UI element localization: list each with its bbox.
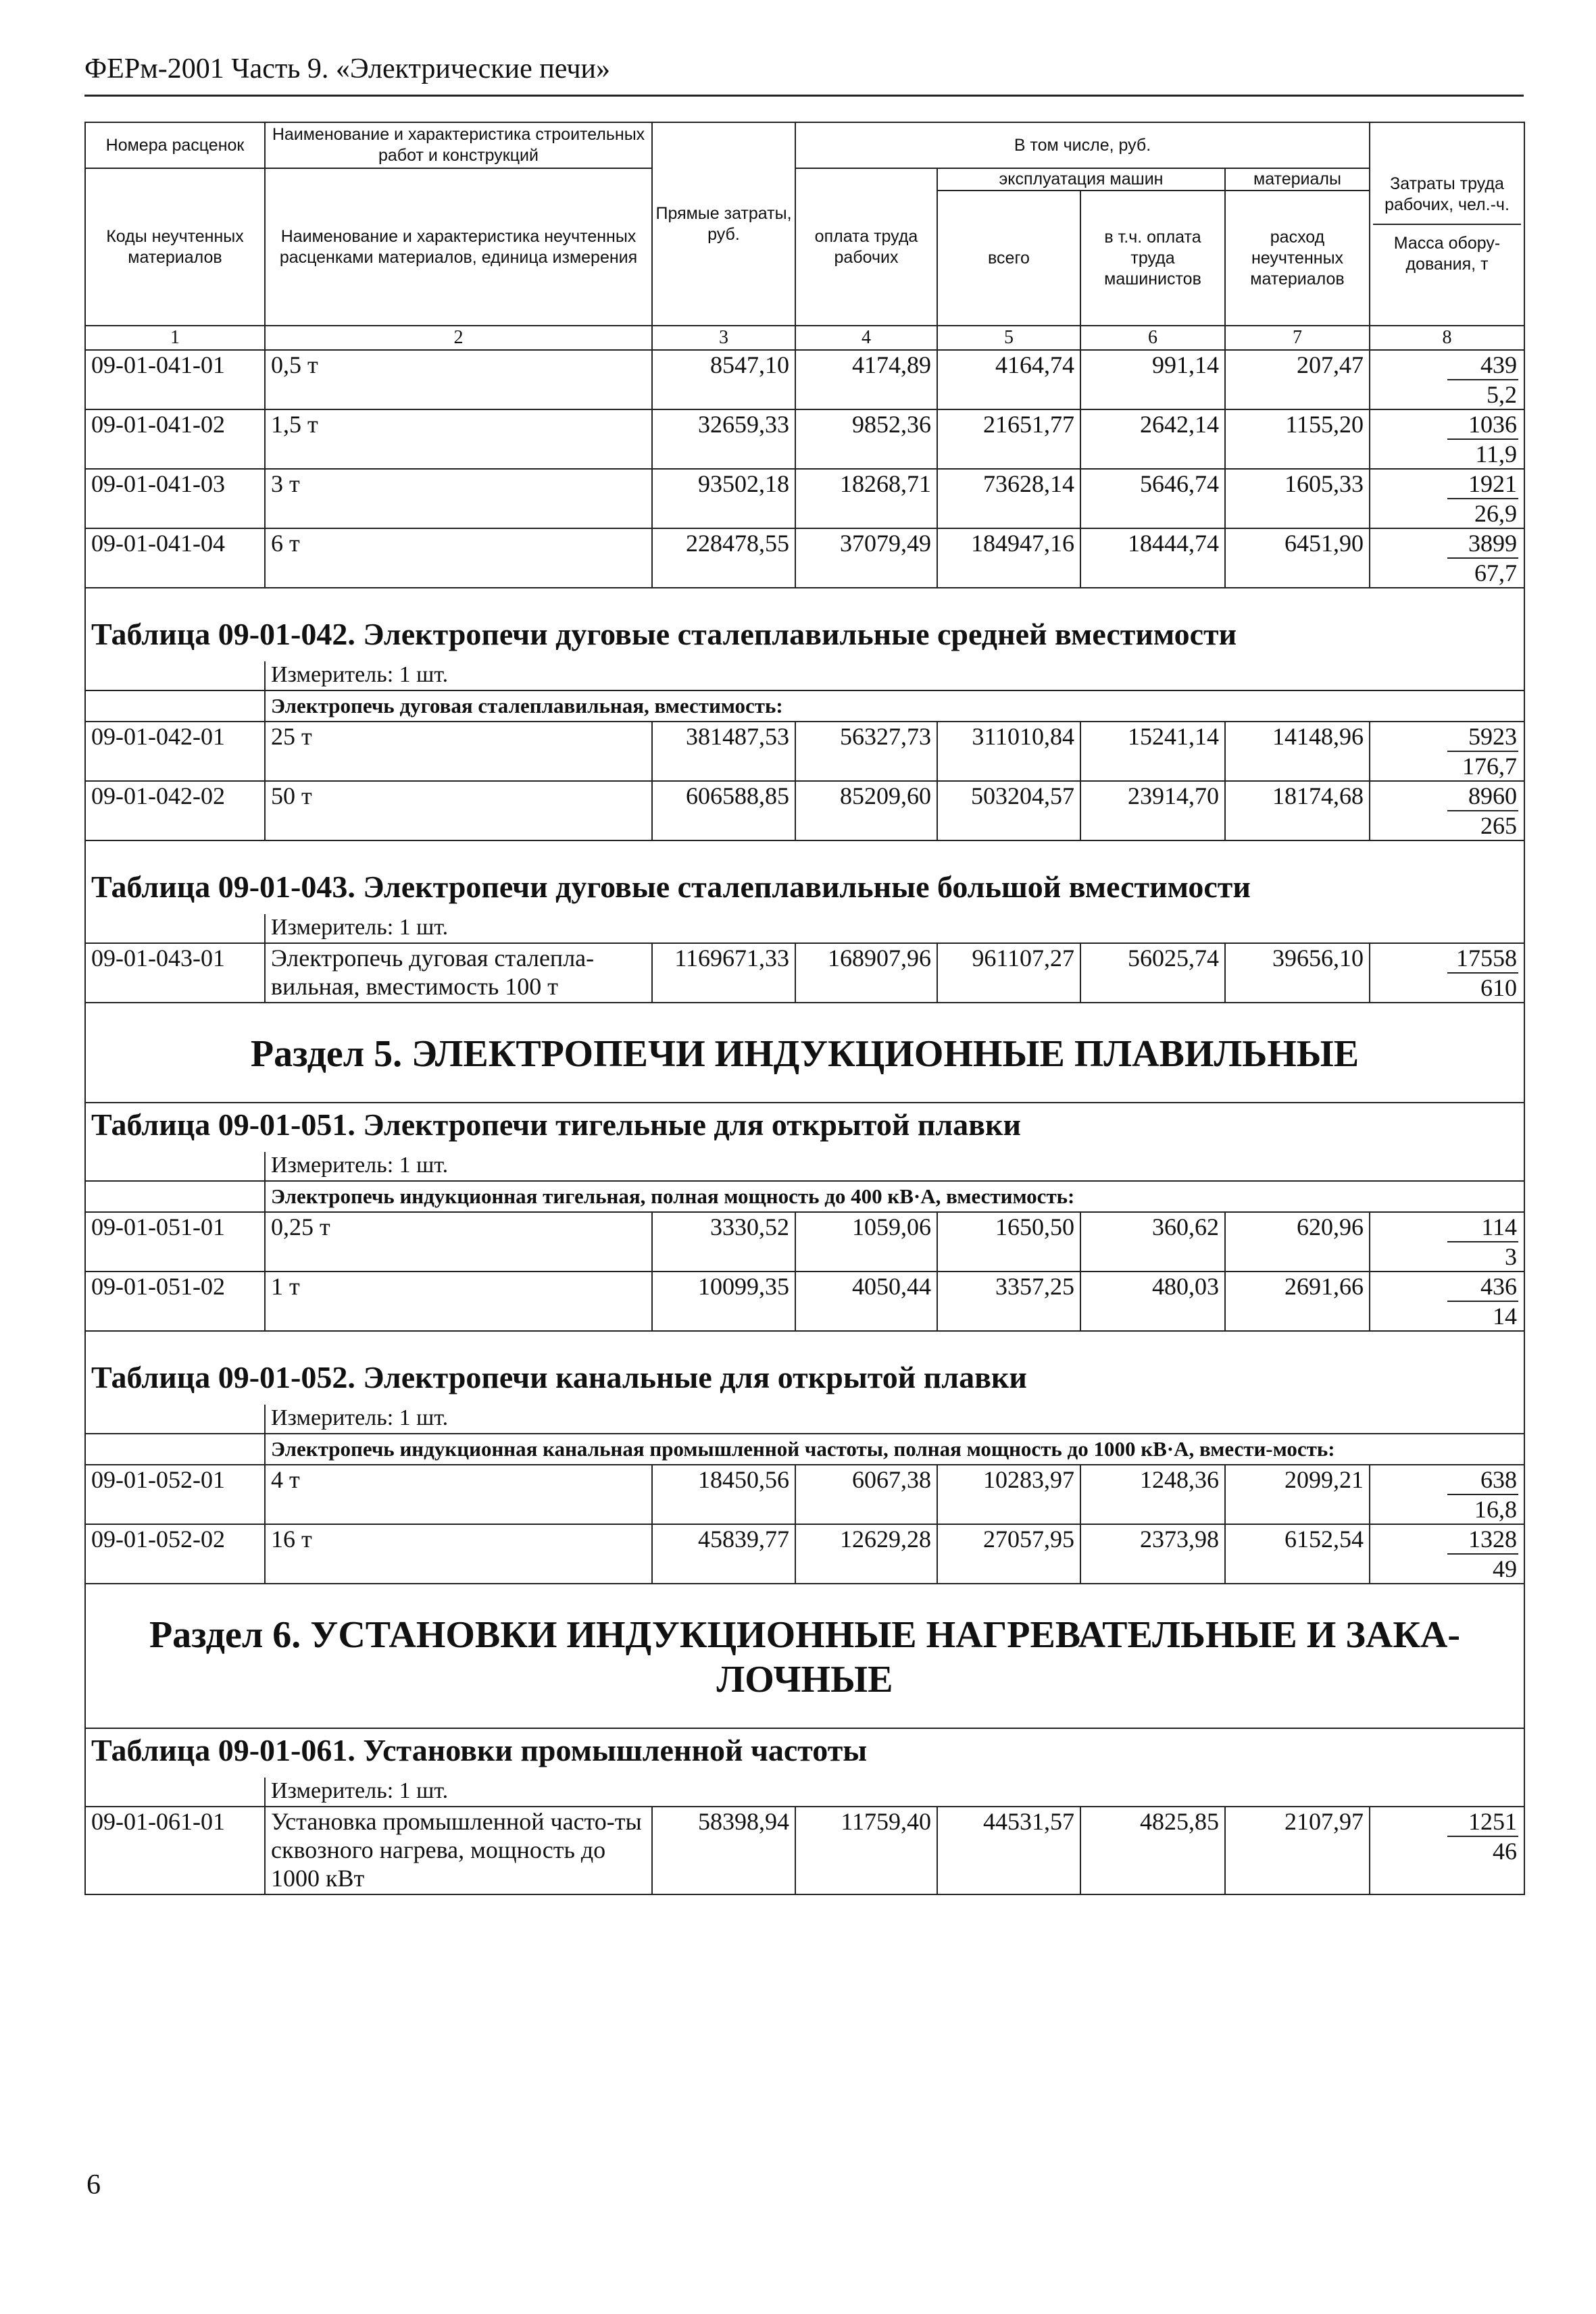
labor-costs: 5923 xyxy=(1447,722,1519,752)
materials-cost: 2099,21 xyxy=(1225,1465,1370,1524)
worker-pay: 4050,44 xyxy=(795,1272,937,1331)
worker-pay: 6067,38 xyxy=(795,1465,937,1524)
machinist-pay: 360,62 xyxy=(1080,1212,1225,1272)
worker-pay: 85209,60 xyxy=(795,781,937,840)
labor-mass xyxy=(1370,1272,1524,1331)
machinist-pay: 23914,70 xyxy=(1080,781,1225,840)
worker-pay: 37079,49 xyxy=(795,528,937,588)
worker-pay: 1059,06 xyxy=(795,1212,937,1272)
col-number: 4 xyxy=(795,326,937,350)
direct-costs: 1169671,33 xyxy=(652,943,795,1003)
labor-costs: 3899 xyxy=(1447,529,1519,559)
work-name: 0,5 т xyxy=(265,350,652,409)
machine-total: 73628,14 xyxy=(937,469,1080,528)
header-rule xyxy=(84,95,1524,97)
labor-costs: 8960 xyxy=(1447,782,1519,811)
direct-costs: 606588,85 xyxy=(652,781,795,840)
worker-pay: 4174,89 xyxy=(795,350,937,409)
labor-costs: 638 xyxy=(1447,1465,1519,1495)
col-worker-pay: оплата труда рабочих xyxy=(795,168,937,326)
table-row xyxy=(85,943,1524,1003)
col-work-name: Наименование и характеристика строительных работ и конструкций xyxy=(265,122,652,168)
labor-mass xyxy=(1370,409,1524,469)
materials-cost: 18174,68 xyxy=(1225,781,1370,840)
col-number: 5 xyxy=(937,326,1080,350)
subheader-042: Электропечь дуговая сталеплавильная, вместимость: xyxy=(265,690,1524,722)
direct-costs: 93502,18 xyxy=(652,469,795,528)
table-row xyxy=(85,1807,1524,1894)
work-name: 1 т xyxy=(265,1272,652,1331)
rate-code: 09-01-052-02 xyxy=(85,1524,265,1584)
labor-mass xyxy=(1370,1212,1524,1272)
subheader-051: Электропечь индукционная тигельная, полная мощность до 400 кВ·А, вместимость: xyxy=(265,1181,1524,1212)
worker-pay: 9852,36 xyxy=(795,409,937,469)
materials-cost: 14148,96 xyxy=(1225,722,1370,781)
materials-cost: 1605,33 xyxy=(1225,469,1370,528)
labor-costs: 17558 xyxy=(1447,944,1519,974)
page-number: 6 xyxy=(86,2169,101,2200)
col-rate-numbers: Номера расценок xyxy=(85,122,265,168)
table-title-051: Таблица 09-01-051. Электропечи тигельные для открытой плавки xyxy=(85,1103,1524,1152)
col-number: 1 xyxy=(85,326,265,350)
equipment-mass: 16,8 xyxy=(1474,1496,1517,1523)
rate-code: 09-01-043-01 xyxy=(85,943,265,1003)
equipment-mass: 3 xyxy=(1505,1243,1517,1270)
table-row xyxy=(85,350,1524,409)
work-name: Электропечь дуговая сталепла-вильная, вместимость 100 т xyxy=(265,943,652,1003)
labor-costs: 436 xyxy=(1447,1272,1519,1302)
materials-cost: 207,47 xyxy=(1225,350,1370,409)
materials-cost: 2691,66 xyxy=(1225,1272,1370,1331)
col-unaccounted-name: Наименование и характеристика неучтенных расценками материалов, единица измерения xyxy=(265,168,652,326)
labor-costs: 1921 xyxy=(1447,470,1519,499)
labor-mass xyxy=(1370,1807,1524,1894)
col-machine-total: всего xyxy=(937,191,1080,326)
materials-cost: 620,96 xyxy=(1225,1212,1370,1272)
section-title-6: Раздел 6. УСТАНОВКИ ИНДУКЦИОННЫЕ НАГРЕВАТЕЛЬНЫЕ И ЗАКА-ЛОЧНЫЕ xyxy=(85,1584,1524,1728)
labor-costs: 1251 xyxy=(1447,1807,1519,1837)
worker-pay: 11759,40 xyxy=(795,1807,937,1894)
rate-code: 09-01-042-01 xyxy=(85,722,265,781)
labor-costs: 1328 xyxy=(1447,1525,1519,1555)
table-title-042: Таблица 09-01-042. Электропечи дуговые сталеплавильные средней вместимости xyxy=(85,588,1524,661)
labor-costs: 114 xyxy=(1447,1213,1519,1242)
table-title-052: Таблица 09-01-052. Электропечи канальные для открытой плавки xyxy=(85,1331,1524,1405)
measure-052: Измеритель: 1 шт. xyxy=(265,1405,1524,1434)
work-name: 4 т xyxy=(265,1465,652,1524)
machine-total: 21651,77 xyxy=(937,409,1080,469)
col-number: 3 xyxy=(652,326,795,350)
rate-code: 09-01-042-02 xyxy=(85,781,265,840)
equipment-mass: 67,7 xyxy=(1474,559,1517,586)
worker-pay: 168907,96 xyxy=(795,943,937,1003)
table-row xyxy=(85,469,1524,528)
table-row xyxy=(85,409,1524,469)
work-name: 50 т xyxy=(265,781,652,840)
equipment-mass: 49 xyxy=(1493,1555,1517,1582)
table-title-043: Таблица 09-01-043. Электропечи дуговые сталеплавильные большой вместимости xyxy=(85,840,1524,914)
rate-code: 09-01-041-02 xyxy=(85,409,265,469)
col-materials: материалы xyxy=(1225,168,1370,191)
subheader-052: Электропечь индукционная канальная промышленной частоты, полная мощность до 1000 кВ·А, вмести-мость: xyxy=(265,1434,1524,1465)
measure-043: Измеритель: 1 шт. xyxy=(265,914,1524,943)
measure-042: Измеритель: 1 шт. xyxy=(265,661,1524,690)
table-row xyxy=(85,528,1524,588)
worker-pay: 56327,73 xyxy=(795,722,937,781)
machinist-pay: 991,14 xyxy=(1080,350,1225,409)
machine-total: 503204,57 xyxy=(937,781,1080,840)
work-name: Установка промышленной часто-ты сквозного нагрева, мощность до 1000 кВт xyxy=(265,1807,652,1894)
work-name: 1,5 т xyxy=(265,409,652,469)
table-row xyxy=(85,781,1524,840)
machine-total: 311010,84 xyxy=(937,722,1080,781)
section-title-5: Раздел 5. ЭЛЕКТРОПЕЧИ ИНДУКЦИОННЫЕ ПЛАВИЛЬНЫЕ xyxy=(85,1003,1524,1103)
labor-mass xyxy=(1370,1465,1524,1524)
machinist-pay: 4825,85 xyxy=(1080,1807,1225,1894)
equipment-mass: 26,9 xyxy=(1474,500,1517,527)
work-name: 0,25 т xyxy=(265,1212,652,1272)
work-name: 16 т xyxy=(265,1524,652,1584)
equipment-mass: 14 xyxy=(1493,1303,1517,1330)
direct-costs: 3330,52 xyxy=(652,1212,795,1272)
table-row xyxy=(85,1524,1524,1584)
work-name: 25 т xyxy=(265,722,652,781)
col-number: 7 xyxy=(1225,326,1370,350)
labor-costs: 439 xyxy=(1447,351,1519,380)
materials-cost: 2107,97 xyxy=(1225,1807,1370,1894)
col-machinist-pay: в т.ч. оплата труда машинистов xyxy=(1080,191,1225,326)
machine-total: 3357,25 xyxy=(937,1272,1080,1331)
measure-051: Измеритель: 1 шт. xyxy=(265,1152,1524,1181)
equipment-mass: 610 xyxy=(1480,974,1517,1001)
measure-061: Измеритель: 1 шт. xyxy=(265,1778,1524,1807)
equipment-mass: 5,2 xyxy=(1487,381,1517,408)
equipment-mass: 176,7 xyxy=(1462,753,1517,780)
col-number: 8 xyxy=(1370,326,1524,350)
col-labor-costs: Затраты труда рабочих, чел.-ч. xyxy=(1385,174,1510,214)
direct-costs: 381487,53 xyxy=(652,722,795,781)
materials-cost: 39656,10 xyxy=(1225,943,1370,1003)
worker-pay: 18268,71 xyxy=(795,469,937,528)
col-direct-costs: Прямые затраты, руб. xyxy=(652,122,795,326)
equipment-mass: 265 xyxy=(1480,812,1517,839)
work-name: 6 т xyxy=(265,528,652,588)
machine-total: 1650,50 xyxy=(937,1212,1080,1272)
machinist-pay: 15241,14 xyxy=(1080,722,1225,781)
labor-mass xyxy=(1370,1524,1524,1584)
equipment-mass: 11,9 xyxy=(1475,441,1517,468)
table-title-061: Таблица 09-01-061. Установки промышленной частоты xyxy=(85,1728,1524,1778)
table-row xyxy=(85,1212,1524,1272)
materials-cost: 6152,54 xyxy=(1225,1524,1370,1584)
labor-mass xyxy=(1370,781,1524,840)
rate-code: 09-01-041-03 xyxy=(85,469,265,528)
machinist-pay: 2373,98 xyxy=(1080,1524,1225,1584)
rates-table xyxy=(84,122,1525,1895)
table-row xyxy=(85,1272,1524,1331)
labor-mass xyxy=(1370,528,1524,588)
direct-costs: 58398,94 xyxy=(652,1807,795,1894)
machinist-pay: 480,03 xyxy=(1080,1272,1225,1331)
machinist-pay: 5646,74 xyxy=(1080,469,1225,528)
col-number: 2 xyxy=(265,326,652,350)
machinist-pay: 1248,36 xyxy=(1080,1465,1225,1524)
direct-costs: 10099,35 xyxy=(652,1272,795,1331)
col-in-total: В том числе, руб. xyxy=(795,122,1370,168)
direct-costs: 45839,77 xyxy=(652,1524,795,1584)
materials-cost: 1155,20 xyxy=(1225,409,1370,469)
equipment-mass: 46 xyxy=(1493,1838,1517,1865)
rate-code: 09-01-061-01 xyxy=(85,1807,265,1894)
rate-code: 09-01-051-02 xyxy=(85,1272,265,1331)
direct-costs: 228478,55 xyxy=(652,528,795,588)
table-row xyxy=(85,1465,1524,1524)
direct-costs: 32659,33 xyxy=(652,409,795,469)
machinist-pay: 2642,14 xyxy=(1080,409,1225,469)
machinist-pay: 18444,74 xyxy=(1080,528,1225,588)
rate-code: 09-01-052-01 xyxy=(85,1465,265,1524)
machine-total: 961107,27 xyxy=(937,943,1080,1003)
machine-total: 184947,16 xyxy=(937,528,1080,588)
worker-pay: 12629,28 xyxy=(795,1524,937,1584)
labor-costs: 1036 xyxy=(1447,410,1519,440)
col-unaccounted-codes: Коды неучтенных материалов xyxy=(85,168,265,326)
machine-total: 4164,74 xyxy=(937,350,1080,409)
work-name: 3 т xyxy=(265,469,652,528)
labor-mass xyxy=(1370,943,1524,1003)
col-equipment-mass: Масса обору-дования, т xyxy=(1373,224,1521,275)
col-labor-mass xyxy=(1370,122,1524,326)
labor-mass xyxy=(1370,350,1524,409)
machine-total: 27057,95 xyxy=(937,1524,1080,1584)
machine-total: 44531,57 xyxy=(937,1807,1080,1894)
direct-costs: 18450,56 xyxy=(652,1465,795,1524)
labor-mass xyxy=(1370,469,1524,528)
col-machine-operation: эксплуатация машин xyxy=(937,168,1225,191)
table-row xyxy=(85,722,1524,781)
col-unaccounted-consumption: расход неучтенных материалов xyxy=(1225,191,1370,326)
rate-code: 09-01-051-01 xyxy=(85,1212,265,1272)
labor-mass xyxy=(1370,722,1524,781)
machinist-pay: 56025,74 xyxy=(1080,943,1225,1003)
direct-costs: 8547,10 xyxy=(652,350,795,409)
column-numbers-row xyxy=(85,326,1524,350)
page-header: ФЕРм-2001 Часть 9. «Электрические печи» xyxy=(84,53,610,84)
machine-total: 10283,97 xyxy=(937,1465,1080,1524)
rate-code: 09-01-041-01 xyxy=(85,350,265,409)
materials-cost: 6451,90 xyxy=(1225,528,1370,588)
rate-code: 09-01-041-04 xyxy=(85,528,265,588)
col-number: 6 xyxy=(1080,326,1225,350)
